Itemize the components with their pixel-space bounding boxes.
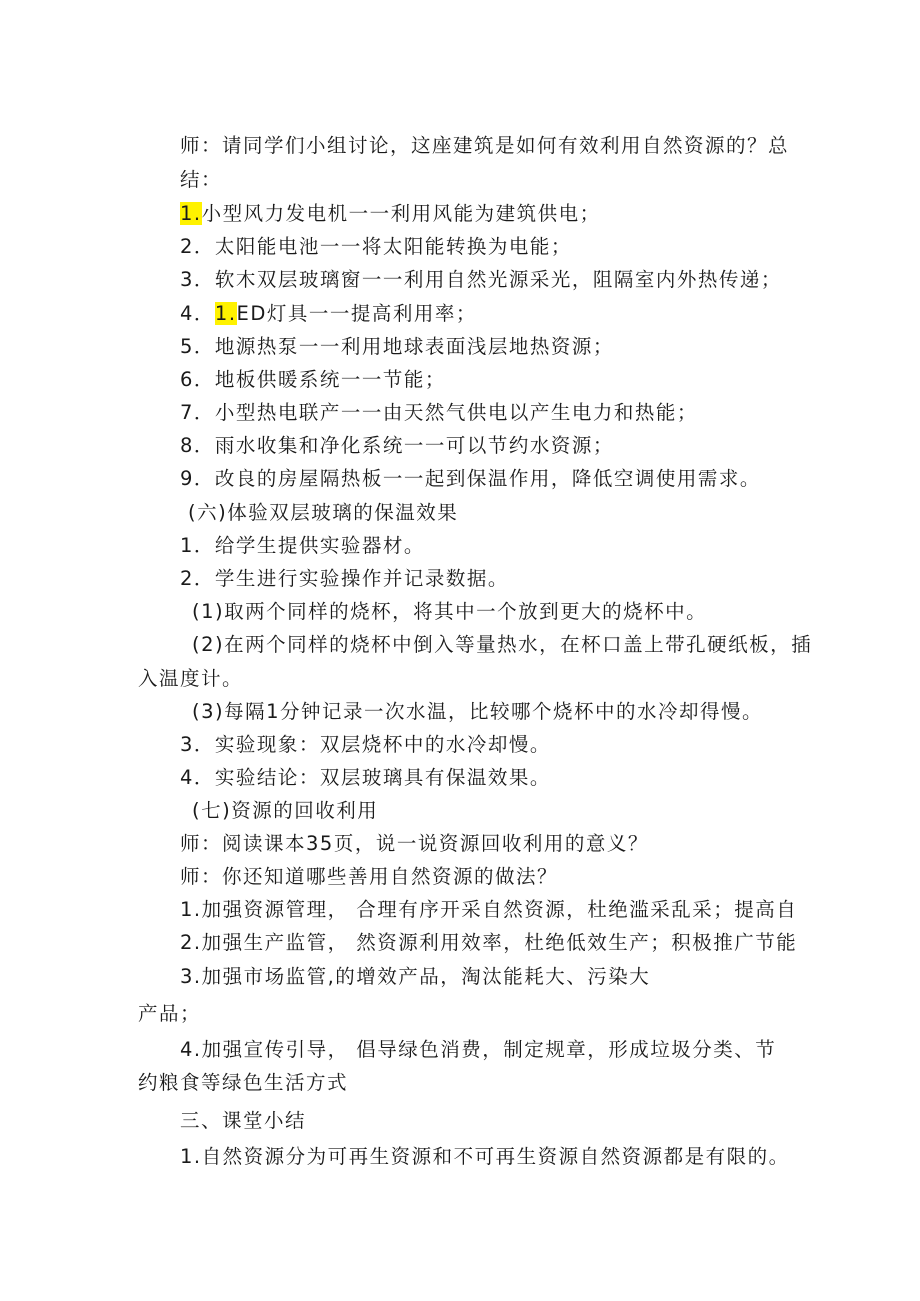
list-item: 4．实验结论：双层玻璃具有保温效果。: [180, 765, 551, 789]
list-item: 4．1.ED灯具一一提高利用率；: [180, 301, 477, 325]
section-heading: (六)体验双层玻璃的保温效果: [188, 500, 459, 524]
paragraph-line: 约粮食等绿色生活方式: [138, 1070, 349, 1094]
paragraph-line: 入温度计。: [138, 666, 244, 690]
highlight-mark: 1.: [214, 301, 237, 325]
list-item: 9．改良的房屋隔热板一一起到保温作用，降低空调使用需求。: [180, 466, 761, 490]
list-item: 2．太阳能电池一一将太阳能转换为电能；: [180, 234, 572, 258]
list-item: 3.加强市场监管,的增效产品，淘汰能耗大、污染大: [180, 964, 651, 988]
list-item: 3．实验现象：双层烧杯中的水冷却慢。: [180, 732, 551, 756]
paragraph-line: 师：阅读课本35页，说一说资源回收利用的意义？: [180, 831, 649, 855]
list-item: 5．地源热泵一一利用地球表面浅层地热资源；: [180, 334, 614, 358]
list-item: 3．软木双层玻璃窗一一利用自然光源采光，阻隔室内外热传递；: [180, 267, 782, 291]
section-heading: (七)资源的回收利用: [192, 798, 379, 822]
list-item: (1)取两个同样的烧杯，将其中一个放到更大的烧杯中。: [192, 599, 708, 623]
paragraph-line: 产品；: [138, 1001, 202, 1025]
list-item: 1.小型风力发电机一一利用风能为建筑供电；: [180, 201, 601, 225]
list-item: 8．雨水收集和净化系统一一可以节约水资源；: [180, 433, 614, 457]
list-item: 1.加强资源管理， 合理有序开采自然资源，杜绝滥采乱采；提高自: [180, 897, 798, 921]
paragraph-line: 师：请同学们小组讨论，这座建筑是如何有效利用自然资源的？总: [180, 133, 790, 157]
list-item: (2)在两个同样的烧杯中倒入等量热水，在杯口盖上带孔硬纸板，插: [192, 632, 813, 656]
list-item: (3)每隔1分钟记录一次水温，比较哪个烧杯中的水冷却得慢。: [192, 699, 764, 723]
paragraph-line: 师：你还知道哪些善用自然资源的做法？: [180, 864, 559, 888]
highlight-mark: 1.: [180, 201, 202, 225]
list-item: 4.加强宣传引导， 倡导绿色消费，制定规章，形成垃圾分类、节: [180, 1037, 777, 1061]
section-heading: 三、课堂小结: [180, 1108, 307, 1132]
list-item: 6．地板供暖系统一一节能；: [180, 367, 446, 391]
list-item: 7．小型热电联产一一由天然气供电以产生电力和热能；: [180, 400, 698, 424]
list-item: 1．给学生提供实验器材。: [180, 533, 425, 557]
list-item: 2.加强生产监管， 然资源利用效率，杜绝低效生产；积极推广节能: [180, 930, 798, 954]
list-item: 1.自然资源分为可再生资源和不可再生资源自然资源都是有限的。: [180, 1144, 790, 1168]
list-item: 2．学生进行实验操作并记录数据。: [180, 566, 509, 590]
paragraph-line: 结：: [180, 167, 223, 191]
